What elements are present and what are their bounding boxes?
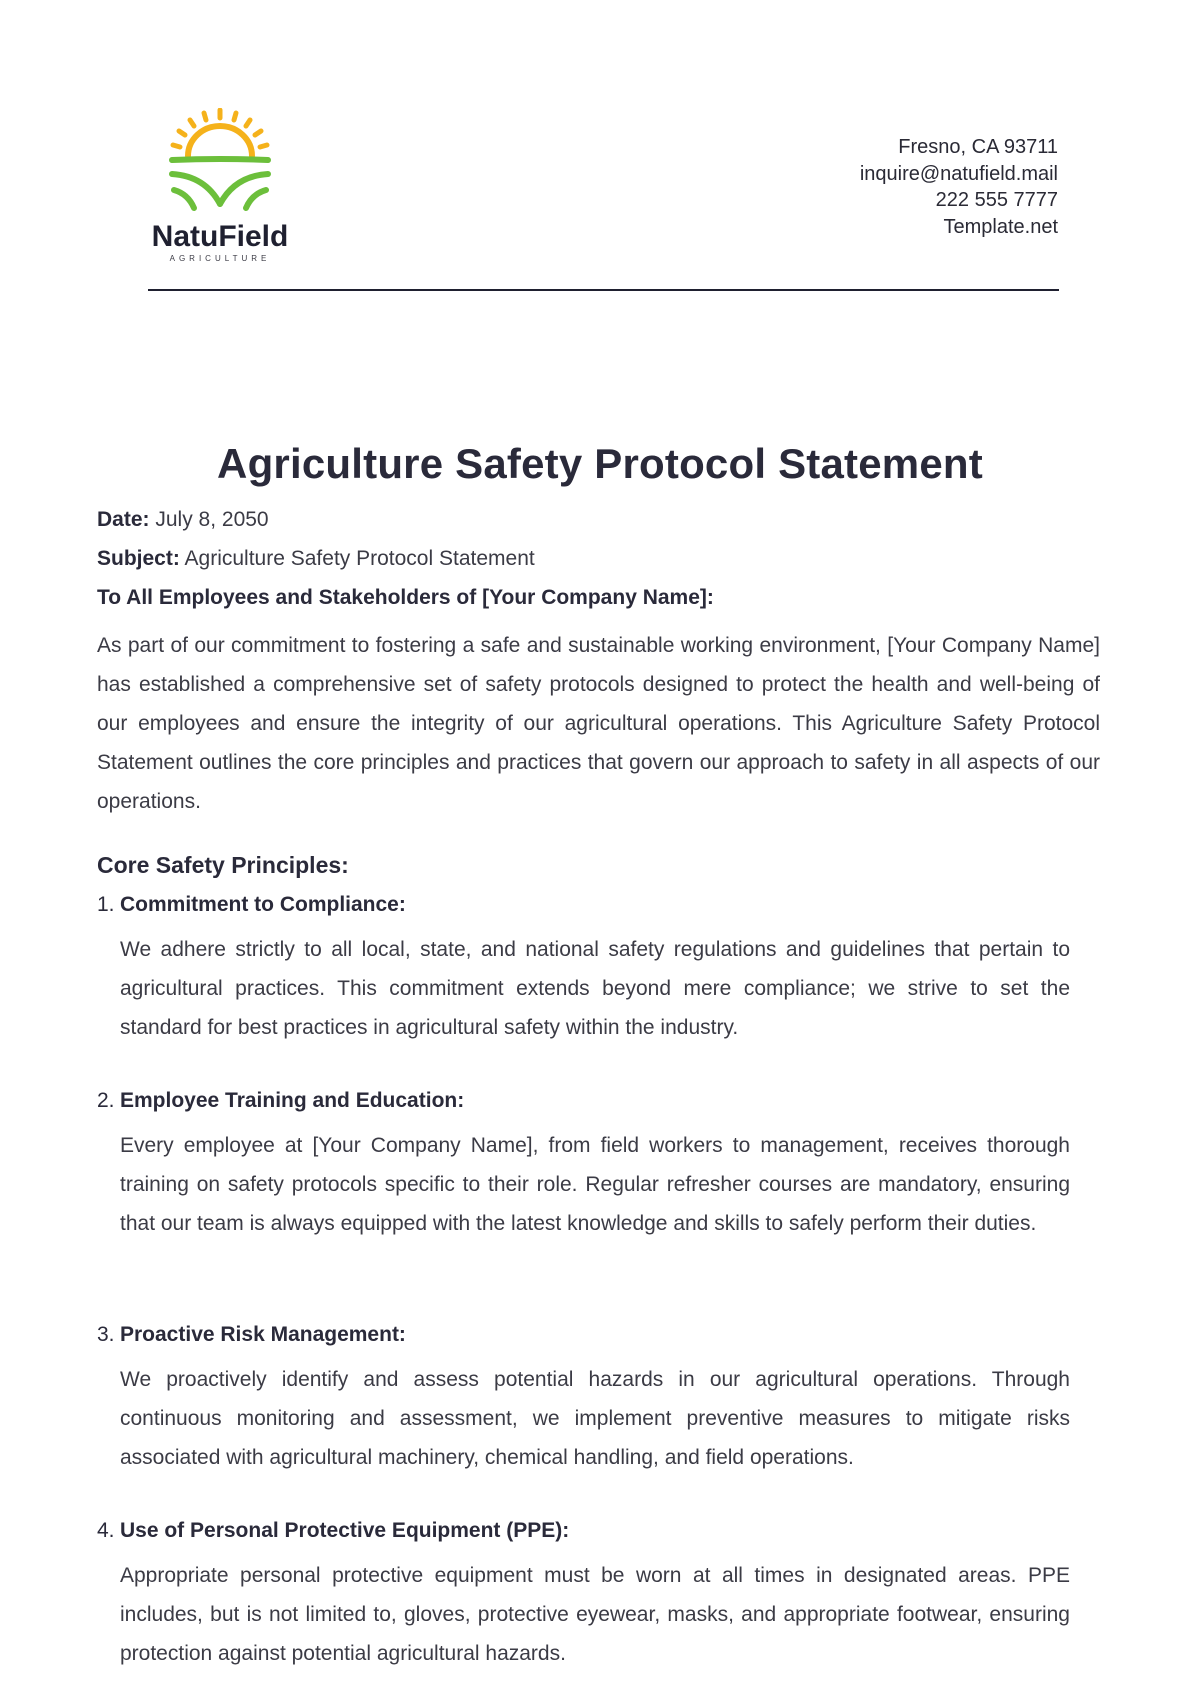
principle-number: 2. — [97, 1089, 115, 1112]
contact-website[interactable]: Template.net — [943, 215, 1058, 238]
brand-tagline: AGRICULTURE — [169, 254, 271, 263]
principle-heading: Commitment to Compliance: — [120, 893, 406, 916]
document-title: Agriculture Safety Protocol Statement — [217, 440, 983, 487]
date-value: July 8, 2050 — [155, 508, 269, 531]
contact-email[interactable]: inquire@natufield.mail — [859, 162, 1058, 185]
addressee-line: To All Employees and Stakeholders of [Your Company Name]: — [97, 586, 714, 609]
header-divider — [148, 289, 1059, 291]
date-line — [97, 500, 1097, 539]
contact-address: Fresno, CA 93711 — [898, 136, 1058, 158]
principle-number: 1. — [97, 893, 115, 916]
subject-line — [97, 539, 1097, 578]
principle-text: Appropriate personal protective equipment must be worn at all times in designated areas. PPE includes, but is not limited to, gloves, protective eyewear, masks, and appropriate footwear, ensuring protection against potential agricultural hazards. — [120, 1564, 1070, 1665]
date-label: Date: — [97, 508, 150, 531]
principle-heading: Employee Training and Education: — [120, 1089, 465, 1112]
principle-text: Every employee at [Your Company Name], from field workers to management, receives thorough training on safety protocols specific to their role. Regular refresher courses are mandatory, ensuring that our team is always equipped with the latest knowledge and skills to safely perform their duties. — [120, 1134, 1070, 1235]
principle-text: We proactively identify and assess potential hazards in our agricultural operations. Through continuous monitoring and assessment, we implement preventive measures to mitigate risks associated with agricultural machinery, chemical handling, and field operations. — [120, 1368, 1070, 1469]
intro-paragraph: As part of our commitment to fostering a safe and sustainable working environment, [Your Company Name] has established a comprehensive set of safety protocols designed to protect the health and well-being of our employees and ensure the integrity of our agricultural operations. This Agriculture Safety Protocol Statement outlines the core principles and practices that govern our approach to safety in all aspects of our operations. — [97, 634, 1100, 813]
brand-logo — [140, 108, 300, 263]
document-meta — [97, 500, 1097, 617]
subject-label: Subject: — [97, 547, 180, 570]
contact-block — [860, 134, 1058, 240]
brand-name: NatuField — [151, 220, 289, 253]
contact-phone: 222 555 7777 — [935, 189, 1058, 211]
section-title: Core Safety Principles: — [97, 852, 349, 878]
principle-text: We adhere strictly to all local, state, and national safety regulations and guidelines that pertain to agricultural practices. This commitment extends beyond mere compliance; we strive to set the standard for best practices in agricultural safety within the industry. — [120, 938, 1070, 1039]
subject-value: Agriculture Safety Protocol Statement — [184, 547, 535, 570]
principle-number: 4. — [97, 1519, 115, 1542]
principle-number: 3. — [97, 1323, 115, 1346]
sun-field-icon — [160, 108, 280, 213]
principle-heading: Proactive Risk Management: — [120, 1323, 406, 1346]
principle-heading: Use of Personal Protective Equipment (PPE): — [120, 1519, 570, 1542]
